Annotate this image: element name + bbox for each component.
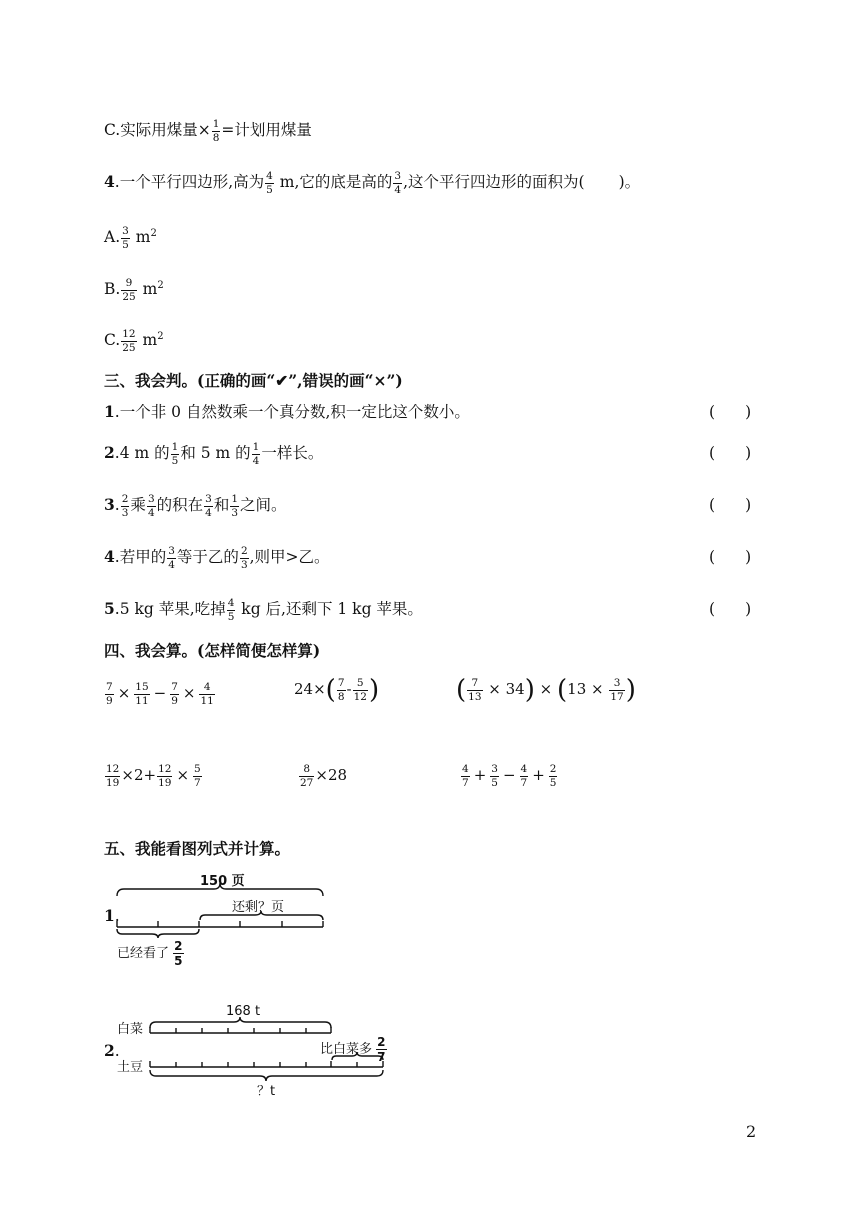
answer-paren-4[interactable]: ( ) [709, 548, 752, 566]
fraction: $\frac{1}{8}$ [212, 118, 220, 144]
judge-item-3: 3. $\frac{2}{3}$ 乘 $\frac{3}{4}$ 的积在 $\frac{3}{4}$ 和 $\frac{1}{3}$ 之间。 [104, 493, 287, 519]
calc-expression-3: ( $\frac{7}{13}$ × 34) × (13 × $\frac{3}{17}$ ) [456, 675, 636, 705]
diagram-2-more-label: 比白菜多 $\frac{2}{7}$ [320, 1035, 386, 1064]
calc-expression-1: $\frac{7}{9}$ × $\frac{15}{11}$ − $\frac{7}{9}$ × $\frac{4}{11}$ [106, 681, 214, 707]
judge-item-1: 1.一个非 0 自然数乘一个真分数,积一定比这个数小。 [104, 402, 470, 421]
section-3-title: 三、我会判。(正确的画“✔”,错误的画“×”) [104, 371, 403, 390]
fraction: $\frac{3}{4}$ [168, 545, 175, 571]
fraction: $\frac{2}{7}$ [377, 1035, 386, 1064]
fraction: $\frac{3}{5}$ [122, 225, 129, 251]
section-5-title: 五、我能看图列式并计算。 [104, 839, 291, 858]
fraction: $\frac{2}{5}$ [174, 939, 183, 968]
diagram-2-total-label: 168 t [226, 1004, 261, 1019]
q4-option-a[interactable]: A. $\frac{3}{5}$ $m^2$ [104, 225, 157, 251]
q4-option-b[interactable]: B. $\frac{9}{25}$ $m^2$ [104, 277, 164, 303]
diagram-2-potato-label: 土豆 [117, 1060, 144, 1075]
page-number: 2 [746, 1122, 757, 1141]
fraction: $\frac{4}{5}$ [266, 170, 273, 196]
fraction: $\frac{3}{4}$ [394, 170, 402, 196]
fraction: $\frac{2}{3}$ [240, 545, 248, 571]
diagram-2-number: 2. [104, 1041, 120, 1060]
diagram-1-number: 1. [104, 906, 120, 925]
fraction: $\frac{3}{4}$ [147, 493, 155, 519]
judge-item-2: 2.4 m 的 $\frac{1}{5}$ 和 5 m 的 $\frac{1}{4}$ 一样长。 [104, 441, 324, 467]
answer-paren-5[interactable]: ( ) [709, 600, 752, 618]
judge-item-4: 4.若甲的 $\frac{3}{4}$ 等于乙的 $\frac{2}{3}$ ,则甲>乙。 [104, 545, 330, 571]
calc-expression-5: $\frac{8}{27}$ ×28 [300, 763, 348, 789]
q4-option-c[interactable]: C. $\frac{12}{25}$ $m^2$ [104, 328, 164, 354]
fraction: $\frac{1}{3}$ [231, 493, 239, 519]
answer-paren-1[interactable]: ( ) [709, 403, 752, 421]
answer-paren-2[interactable]: ( ) [709, 444, 752, 462]
fraction: $\frac{2}{3}$ [121, 493, 129, 519]
calc-expression-6: $\frac{4}{7}$ + $\frac{3}{5}$ − $\frac{4}{7}$ + $\frac{2}{5}$ [462, 763, 557, 789]
answer-paren-3[interactable]: ( ) [709, 496, 752, 514]
fraction: $\frac{3}{4}$ [205, 493, 212, 519]
calc-expression-4: $\frac{12}{19}$ ×2+ $\frac{12}{19}$ × $\frac{5}{7}$ [106, 763, 201, 789]
diagram-1-total-label: 150 页 [200, 874, 245, 889]
fraction: $\frac{4}{5}$ [227, 597, 235, 623]
fraction: $\frac{9}{25}$ [122, 277, 136, 303]
diagram-2-unknown-label: ？t [257, 1084, 276, 1099]
calc-expression-2: 24×( $\frac{7}{8}$ - $\frac{5}{12}$ ) [294, 675, 380, 705]
diagram-1-read-label: 已经看了 $\frac{2}{5}$ [117, 939, 183, 968]
judge-item-5: 5.5 kg 苹果,吃掉 $\frac{4}{5}$ kg 后,还剩下 1 kg 苹果。 [104, 597, 423, 623]
diagram-2-cabbage-label: 白菜 [117, 1022, 144, 1037]
fraction: $\frac{1}{5}$ [171, 441, 179, 467]
check-mark-icon: ✔ [275, 371, 289, 390]
fraction: $\frac{12}{25}$ [122, 328, 136, 354]
diagram-1-remain-label: 还剩？页 [232, 900, 285, 915]
q3-option-c: C.实际用煤量× $\frac{1}{8}$ =计划用煤量 [104, 118, 312, 144]
section-4-title: 四、我会算。(怎样简便怎样算) [104, 641, 321, 660]
fraction: $\frac{1}{4}$ [252, 441, 260, 467]
question-4: 4.一个平行四边形,高为 $\frac{4}{5}$ m,它的底是高的 $\frac{3}{4}$ ,这个平行四边形的面积为( )。 [104, 170, 641, 196]
